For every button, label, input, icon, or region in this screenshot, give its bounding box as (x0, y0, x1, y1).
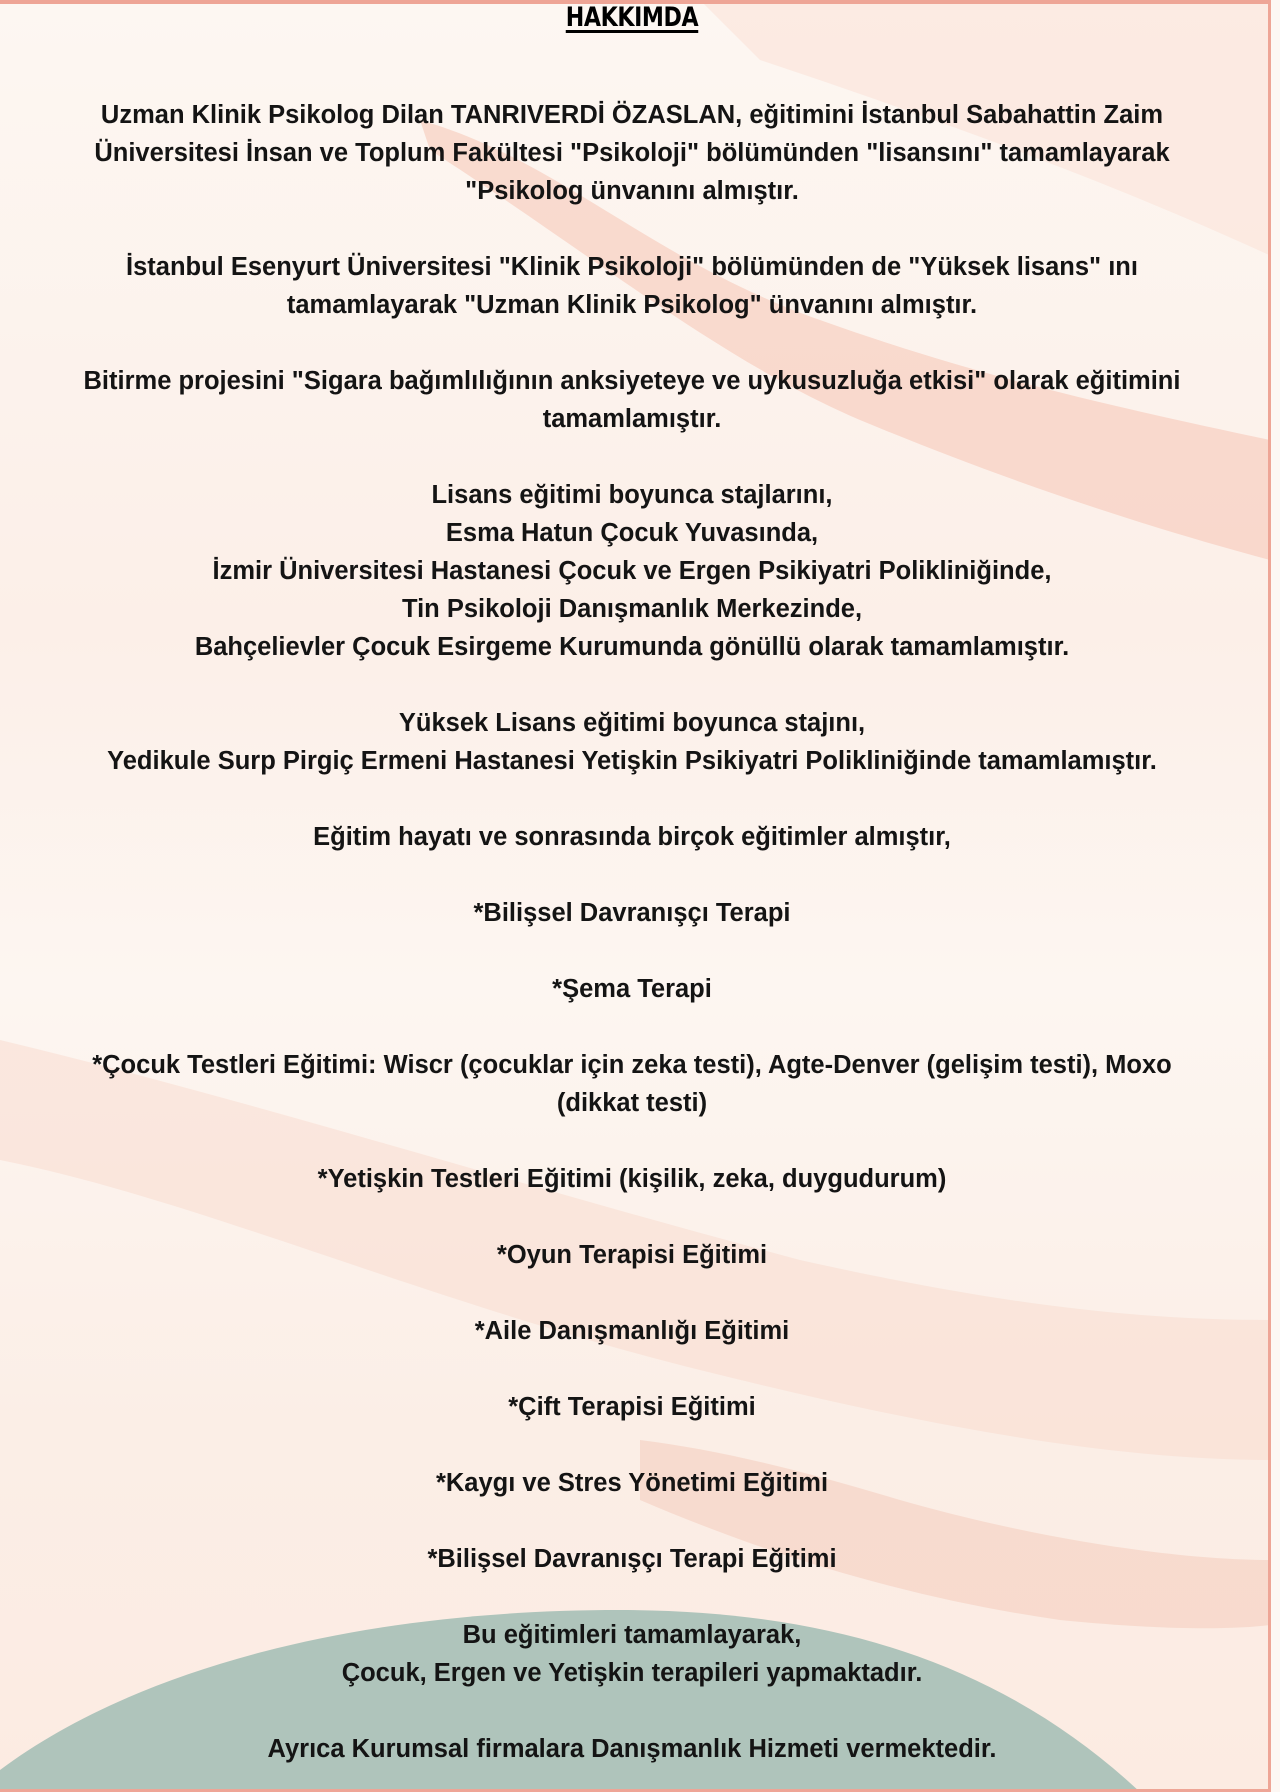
intro-line-1: Uzman Klinik Psikolog Dilan TANRIVERDİ ÖZASLAN, eğitimini İstanbul Sabahattin Zaim (100, 101, 1164, 129)
training-item: *Şema Terapi (552, 975, 712, 1003)
closing-line-3: Ayrıca Kurumsal firmalara Danışmanlık Hizmeti vermektedir. (267, 1735, 997, 1763)
internship-item: Bahçelievler Çocuk Esirgeme Kurumunda gönüllü olarak tamamlamıştır. (194, 633, 1070, 661)
page-title: HAKKIMDA (565, 2, 699, 33)
masters-internship-item: Yedikule Surp Pirgiç Ermeni Hastanesi Yetişkin Psikiyatri Polikliniğinde tamamlamıştır. (107, 747, 1157, 775)
masters-line-2: tamamlayarak "Uzman Klinik Psikolog" ünvanını almıştır. (286, 291, 978, 319)
internship-item: Esma Hatun Çocuk Yuvasında, (445, 519, 819, 547)
masters-line-1: İstanbul Esenyurt Üniversitesi "Klinik Psikoloji" bölümünden de "Yüksek lisans" ını (126, 253, 1138, 281)
training-item: *Bilişsel Davranışçı Terapi Eğitimi (427, 1545, 837, 1573)
training-item: *Çift Terapisi Eğitimi (508, 1393, 756, 1421)
training-item-continued: (dikkat testi) (556, 1089, 708, 1117)
closing-line-1: Bu eğitimleri tamamlayarak, (462, 1621, 802, 1649)
internship-intro: Lisans eğitimi boyunca stajlarını, (431, 481, 833, 509)
training-item: *Bilişsel Davranışçı Terapi (473, 899, 791, 927)
right-margin-strip (1271, 0, 1280, 1792)
training-item: *Aile Danışmanlığı Eğitimi (474, 1317, 790, 1345)
closing-line-2: Çocuk, Ergen ve Yetişkin terapileri yapmaktadır. (341, 1659, 923, 1687)
intro-line-3: "Psikolog ünvanını almıştır. (465, 177, 799, 205)
training-item: *Kaygı ve Stres Yönetimi Eğitimi (435, 1469, 829, 1497)
intro-line-2: Üniversitesi İnsan ve Toplum Fakültesi "Psikoloji" bölümünden "lisansını" tamamlayarak (94, 139, 1170, 167)
training-item: *Yetişkin Testleri Eğitimi (kişilik, zeka, duygudurum) (317, 1165, 947, 1193)
internship-item: İzmir Üniversitesi Hastanesi Çocuk ve Ergen Psikiyatri Polikliniğinde, (212, 557, 1052, 585)
frame-border-right (1268, 0, 1271, 1792)
internship-item: Tin Psikoloji Danışmanlık Merkezinde, (401, 595, 863, 623)
trainings-intro: Eğitim hayatı ve sonrasında birçok eğitimler almıştır, (313, 823, 951, 851)
project-line-1: Bitirme projesini "Sigara bağımlılığının anksiyeteye ve uykusuzluğa etkisi" olarak eğitimini (83, 367, 1181, 395)
masters-internship-intro: Yüksek Lisans eğitimi boyunca stajını, (398, 709, 866, 737)
training-item: *Oyun Terapisi Eğitimi (496, 1241, 768, 1269)
training-item: *Çocuk Testleri Eğitimi: Wiscr (çocuklar için zeka testi), Agte-Denver (gelişim testi), Moxo (92, 1051, 1172, 1079)
project-line-2: tamamlamıştır. (542, 405, 722, 433)
